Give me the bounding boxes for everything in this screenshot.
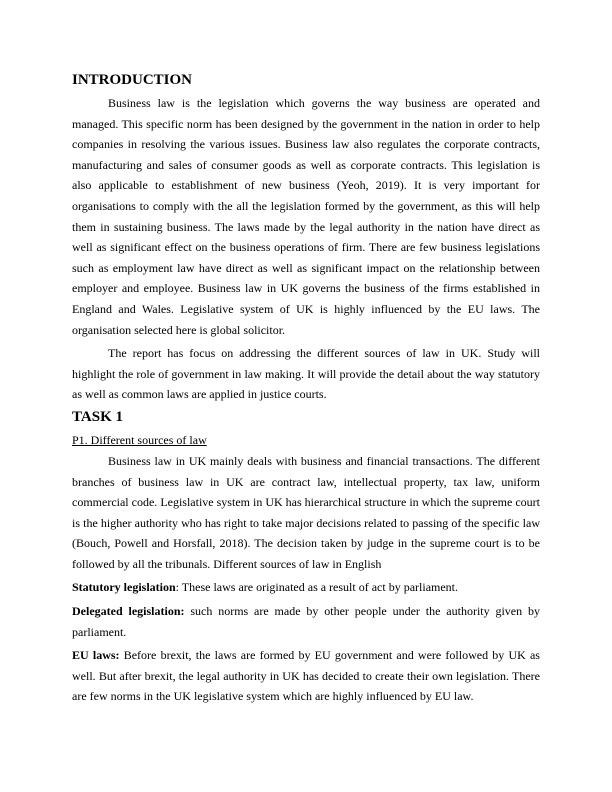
introduction-paragraph-1: Business law is the legislation which governs the way business are operated and managed. This specific norm has been designed by the government in the nation in order to help companies in resolving the various issues. Business law also regulates the corporate contracts, manufacturing and sales of consumer goods as well as corporate contracts. This legislation is also applicable to establishment of new business (Yeoh, 2019). It is very important for organisations to comply with the all the legislation formed by the government, as this will help them in sustaining business. The laws made by the legal authority in the nation have direct as well as significant effect on the business operations of firm. There are few business legislations such as employment law have direct as well as significant impact on the relationship between employer and employee. Business law in UK governs the business of the firms established in England and Wales. Legislative system of UK is highly influenced by the EU laws. The organisation selected here is global solicitor. bbox=[72, 96, 540, 337]
sources-of-law-subheading: P1. Different sources of law bbox=[72, 432, 207, 447]
introduction-paragraph-2: The report has focus on addressing the different sources of law in UK. Study will highlight the role of government in law making. It will provide the detail about the way statutory as well as common laws are applied in justice courts. bbox=[72, 346, 540, 402]
introduction-heading: INTRODUCTION bbox=[72, 72, 193, 88]
delegated-legislation-term: Delegated legislation: bbox=[72, 604, 185, 619]
document-page bbox=[72, 71, 540, 710]
eu-laws-term: EU laws: bbox=[72, 648, 120, 663]
eu-laws-text: Before brexit, the laws are formed by EU government and were followed by UK as well. But after brexit, the legal authority in UK has decided to create their own legislation. There are few norms in the UK legislative system which are highly influenced by EU law. bbox=[72, 648, 540, 704]
statutory-legislation-text: : These laws are originated as a result of act by parliament. bbox=[175, 580, 459, 595]
task-1-paragraph-1: Business law in UK mainly deals with business and financial transactions. The different branches of business law in UK are contract law, intellectual property, tax law, uniform commercial code. Legislative system in UK has hierarchical structure in which the supreme court is the higher authority who has right to take major decisions related to passing of the specific law (Bouch, Powell and Horsfall, 2018). The decision taken by judge in the supreme court is to be followed by all the tribunals. Different sources of law in English bbox=[72, 453, 540, 571]
statutory-legislation-paragraph bbox=[72, 577, 540, 598]
eu-laws-paragraph bbox=[72, 645, 540, 707]
delegated-legislation-paragraph bbox=[72, 601, 540, 642]
statutory-legislation-term: Statutory legislation bbox=[72, 580, 176, 595]
delegated-legislation-text: such norms are made by other people under the authority given by parliament. bbox=[72, 604, 540, 639]
task-1-heading: TASK 1 bbox=[72, 408, 123, 425]
